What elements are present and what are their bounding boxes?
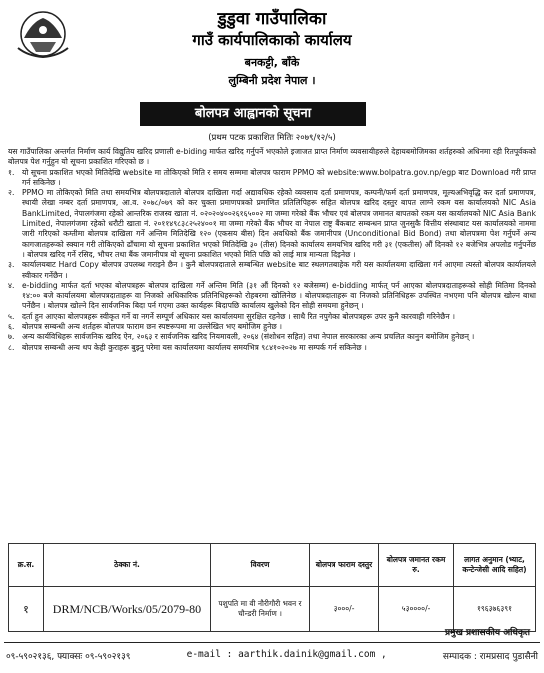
item-text: दर्ता हुन आएका बोलपत्रहरू स्वीकृत गर्ने वा नगर्ने सम्पूर्ण अधिकार यस कार्यालयमा सुरक्षित रहनेछ । साथै रित नपुगेका बोलपत्रहरू उपर कुनै कारवाही गरिनेछैन ।	[22, 311, 455, 321]
list-item	[8, 188, 536, 260]
notice-body	[8, 147, 536, 353]
item-text: PPMO मा तोकिएको मिति तथा समयभित्र बोलपत्रदाताले बोलपत्र दाखिला गर्दा अद्यावधिक रहेको व्यवसाय दर्ता प्रमाणपत्र, कम्पनी/फर्म दर्ता प्रमाणपत्र, मूल्यअभिवृद्धि कर दर्ता प्रमाणपत्र, स्थायी लेखा नम्बर दर्ता प्रमाणपत्र, आ.व. २०७८/०७९ को कर चुक्ता प्रमाणपत्रको प्रमाणित प्रतिलिपिहरू सहित बोलपत्र खरिद दस्तुर बापत लाग्ने रकम यस कार्यालयको NIC Asia BankLimited, नेपालगंजमा रहेको आन्तरिक राजस्व खाता नं. ०२०२०४००२६१६५००२ मा जम्मा गरेको बैंक भौचर एवं बोलपत्र जमानत बापतको रकम यस कार्यालयको NIC Asia Bank Limited, नेपालगंजमा रहेको धरौटी खाता नं. २०११४९८३८२५२४००१ मा जम्मा गरेको बैंक भौचर वा नेपाल राष्ट्र बैंकबाट सम्बन्धन प्राप्त जुनसुकै वित्तीय संस्थाबाट यस कार्यालयको नाममा जारी गरिएको कम्तीमा बोलपत्र दाखिला गर्ने अन्तिम मितिदेखि १२० (एकसय बीस) दिन अवधिको बैंक जमानीपत्र (Unconditional Bid Bond) तथा बोलपत्रमा पेश गर्नुपर्ने अन्य कागजातहरूको स्क्यान गरी तोकिएको ढाँचामा यो सूचना प्रकाशित भएको मितिदेखि ३० (तीस) दिनको कार्यालय समयभित्र खरिद गरी ३१ (एकतीस) औं दिनको १२ बजेभित्र अपलोड गर्नुपर्नेछ । बोलपत्र खरिद गर्ने रसिद, भौचर तथा बैंक जमानीपत्र यो सूचना प्रकाशित भएको मिति पछि को लाई मात्र मान्यता दिइनेछ ।	[22, 188, 536, 259]
table-cell: ५३००००/-	[379, 587, 454, 632]
column-header: ठेक्का नं.	[44, 544, 211, 587]
item-number: ७.	[8, 332, 15, 342]
list-item	[8, 312, 536, 322]
item-text: बोलपत्र सम्बन्धी अन्य थप केही कुराहरू बुझ्नु परेमा यस कार्यालयमा कार्यालय समयभित्र ९८४१०२०२७ मा सम्पर्क गर्न सकिनेछ ।	[22, 342, 367, 352]
table-cell: ३०००/-	[310, 587, 379, 632]
table-cell: १९६३७६३९१	[454, 587, 536, 632]
footer-phone: ०९-५९०२१३६, फ्याक्सः ०९-५९०२१३९	[6, 652, 131, 662]
footer-email: e-mail : aarthik.dainik@gmail.com ,	[186, 649, 387, 660]
table-cell: DRM/NCB/Works/05/2079-80	[44, 587, 211, 632]
table-cell: पशुपति मा वी नौरीगौरी भवन र चौन्डरी निर्माण ।	[211, 587, 310, 632]
footer	[6, 649, 538, 662]
office-name: डुडुवा गाउँपालिका	[217, 9, 327, 29]
notice-title: बोलपत्र आह्वानको सूचना	[140, 102, 366, 126]
column-header: क्र.स.	[9, 544, 44, 587]
footer-divider	[4, 642, 540, 643]
item-number: १.	[8, 167, 15, 177]
intro-paragraph: यस गाउँपालिका अन्तर्गत निर्माण कार्य विद्युतिय खरिद प्रणाली e-biding मार्फत खरिद गर्नुपर्ने भएकोले इजाजत प्राप्त निर्माण व्यवसायीहरुले देहायबमोजिमका शर्तहरुको अधिनमा रही रितपूर्वकको बोलपत्र पेश गर्नुहुन यो सूचना प्रकाशित गरिएको छ ।	[8, 147, 536, 167]
list-item	[8, 260, 536, 281]
column-header: लागत अनुमान (भ्याट, कन्टेन्जेसी आदि सहित)	[454, 544, 536, 587]
office-subtitle: गाउँ कार्यपालिकाको कार्यालय	[192, 31, 352, 49]
item-number: ६.	[8, 322, 15, 332]
list-item	[8, 281, 536, 312]
column-header: विवरण	[211, 544, 310, 587]
item-number: ४.	[8, 280, 15, 290]
item-number: ८.	[8, 342, 15, 352]
column-header: बोलपत्र फाराम दस्तुर	[310, 544, 379, 587]
item-number: ५.	[8, 311, 15, 321]
list-item	[8, 322, 536, 332]
item-text: e-bidding मार्फत दर्ता भएका बोलपत्रहरू बोलपत्र दाखिला गर्ने अन्तिम मिति (३१ औं दिनको १२ बजेसम्म) e-bidding मार्फत् पर्न आएका बोलपत्रदाताहरूको सोही मितिमा दिनको १४:०० बजे कार्यालयमा बोलपत्रदाताहरू वा निजको अधिकारिक प्रतिनिधिहरूको रोहबरमा खोलिनेछ । बोलपत्रदाताहरू वा निजको प्रतिनिधिहरू उपस्थित नभएमा पनि बोलपत्र खोल्न बाधा पर्नेछैन । बोलपत्र खोल्ने दिन सार्वजनिक बिदा पर्न गएमा उक्त कार्यहरू बिदापछि कार्यालय खुलेको दिन सोही समयमा हुनेछन् ।	[22, 280, 536, 311]
item-text: कार्यालयबाट Hard Copy बोलपत्र उपलब्ध गराइने छैन । कुनै बोलपत्रदाताले सम्बन्धित website बाट स्थलगतबाहेक गरी यस कार्यालयमा दाखिला गर्न आएमा त्यस्तो बोलपत्र कार्यालयले स्वीकार गर्नेछैन ।	[22, 260, 536, 280]
footer-editor: सम्पादक : रामप्रसाद पुडासैनी	[442, 652, 538, 662]
list-item	[8, 168, 536, 189]
item-number: ३.	[8, 260, 15, 270]
signatory-title: प्रमुख प्रशासकीय अधिकृत	[444, 628, 530, 638]
table-header-row	[9, 544, 536, 587]
item-text: अन्य कार्यविधिहरू सार्वजनिक खरिद ऐन, २०६३ र सार्वजनिक खरिद नियमावली, २०६४ (संशोधन सहित) तथा नेपाल सरकारका अन्य प्रचलित कानुन बमोजिम हुनेछन् ।	[22, 332, 475, 342]
item-text: बोलपत्र सम्बन्धी अन्य शर्तहरू बोलपत्र फाराम छन स्पष्टरूपमा मा उल्लेखित भए बमोजिम हुनेछ ।	[22, 322, 282, 332]
column-header: बोलपत्र जमानत रकम रु.	[379, 544, 454, 587]
item-number: २.	[8, 188, 15, 198]
publication-date: (प्रथम पटक प्रकाशित मितिः २०७९/१२/५)	[208, 133, 336, 143]
item-text: यो सूचना प्रकाशित भएको मितिदेखि website मा तोकिएको मिति र समय सम्ममा बोलपत्र फाराम PPMO को website:www.bolpatra.gov.np/egp बाट Download गरी प्राप्त गर्न सकिनेछ ।	[22, 167, 536, 187]
table-cell: १	[9, 587, 44, 632]
office-province: लुम्बिनी प्रदेश नेपाल ।	[228, 74, 316, 87]
tender-table	[8, 543, 536, 632]
list-item	[8, 343, 536, 353]
office-address: बनकट्टी, बाँके	[244, 56, 300, 69]
list-item	[8, 332, 536, 342]
